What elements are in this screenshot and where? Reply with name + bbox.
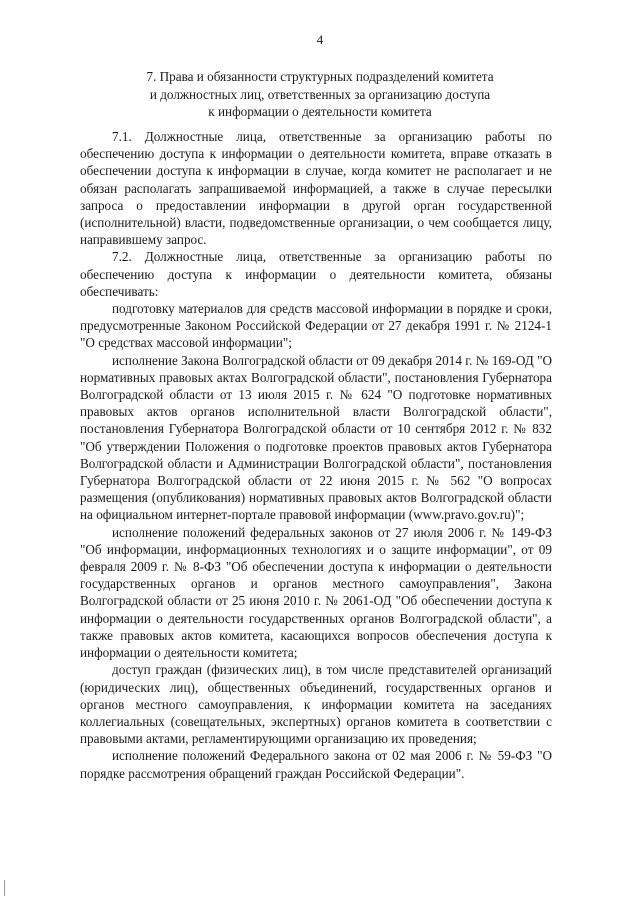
paragraph-7-1: 7.1. Должностные лица, ответственные за организацию работы по обеспечению доступа к информации о деятельности комитета, вправе отказать в обеспечении доступа к информации в случае, когда комитет не располагает и не обязан располагать запрашиваемой информацией, а также в случае пересылки запроса о предоставлении информации в другой орган государственной (исполнительной) власти, подведомственные организации, о чем сообщается лицу, направившему запрос. xyxy=(80,129,552,248)
paragraph-media-materials: подготовку материалов для средств массовой информации в порядке и сроки, предусмотренные Законом Российской Федерации от 27 декабря 1991 г. № 2124-1 "О средствах массовой информации"; xyxy=(80,301,552,351)
body-text xyxy=(80,128,552,782)
section-heading-line: к информации о деятельности комитета xyxy=(208,104,432,119)
paragraph-regional-law: исполнение Закона Волгоградской области от 09 декабря 2014 г. № 169-ОД "О нормативных правовых актах Волгоградской области", постановления Губернатора Волгоградской области от 13 июля 2015 г. № 624 "О подготовке нормативных правовых актов органов исполнительной власти Волгоградской области", постановления Губернатора Волгоградской области от 10 сентября 2012 г. № 832 "Об утверждении Положения о подготовке проектов правовых актов Губернатора Волгоградской области и Администрации Волгоградской области", постановления Губернатора Волгоградской области от 22 июня 2015 г. № 562 "О вопросах размещения (опубликования) нормативных правовых актов Волгоградской области на официальном интернет-портале правовой информации (www.pravo.gov.ru)"; xyxy=(80,352,552,523)
page-number: 4 xyxy=(316,32,324,47)
paragraph-federal-law-59: исполнение положений Федерального закона от 02 мая 2006 г. № 59-ФЗ "О порядке рассмотрения обращений граждан Российской Федерации". xyxy=(80,748,552,781)
paragraph-citizen-access: доступ граждан (физических лиц), в том числе представителей организаций (юридических лиц), общественных объединений, государственных органов и органов местного самоуправления, к информации комитета на заседаниях коллегиальных (совещательных, экспертных) органов комитета в соответствии с правовыми актами, регламентирующими организацию их проведения; xyxy=(80,662,552,747)
section-heading-line: и должностных лиц, ответственных за организацию доступа xyxy=(149,86,491,102)
section-heading xyxy=(90,68,550,121)
paragraph-federal-laws: исполнение положений федеральных законов от 27 июля 2006 г. № 149-ФЗ "Об информации, информационных технологиях и о защите информации", от 09 февраля 2009 г. № 8-ФЗ "Об обеспечении доступа к информации о деятельности государственных органов и органов местного самоуправления", Закона Волгоградской области от 25 июня 2010 г. № 2061-ОД "Об обеспечении доступа к информации о деятельности государственных органов Волгоградской области", а также правовых актов комитета, касающихся вопросов обеспечения доступа к информации о деятельности комитета; xyxy=(80,524,552,661)
section-heading-line: 7. Права и обязанности структурных подразделений комитета xyxy=(146,69,494,84)
paragraph-7-2: 7.2. Должностные лица, ответственные за организацию работы по обеспечению доступа к информации о деятельности комитета, обязаны обеспечивать: xyxy=(80,249,552,299)
scan-margin-mark xyxy=(4,880,5,896)
